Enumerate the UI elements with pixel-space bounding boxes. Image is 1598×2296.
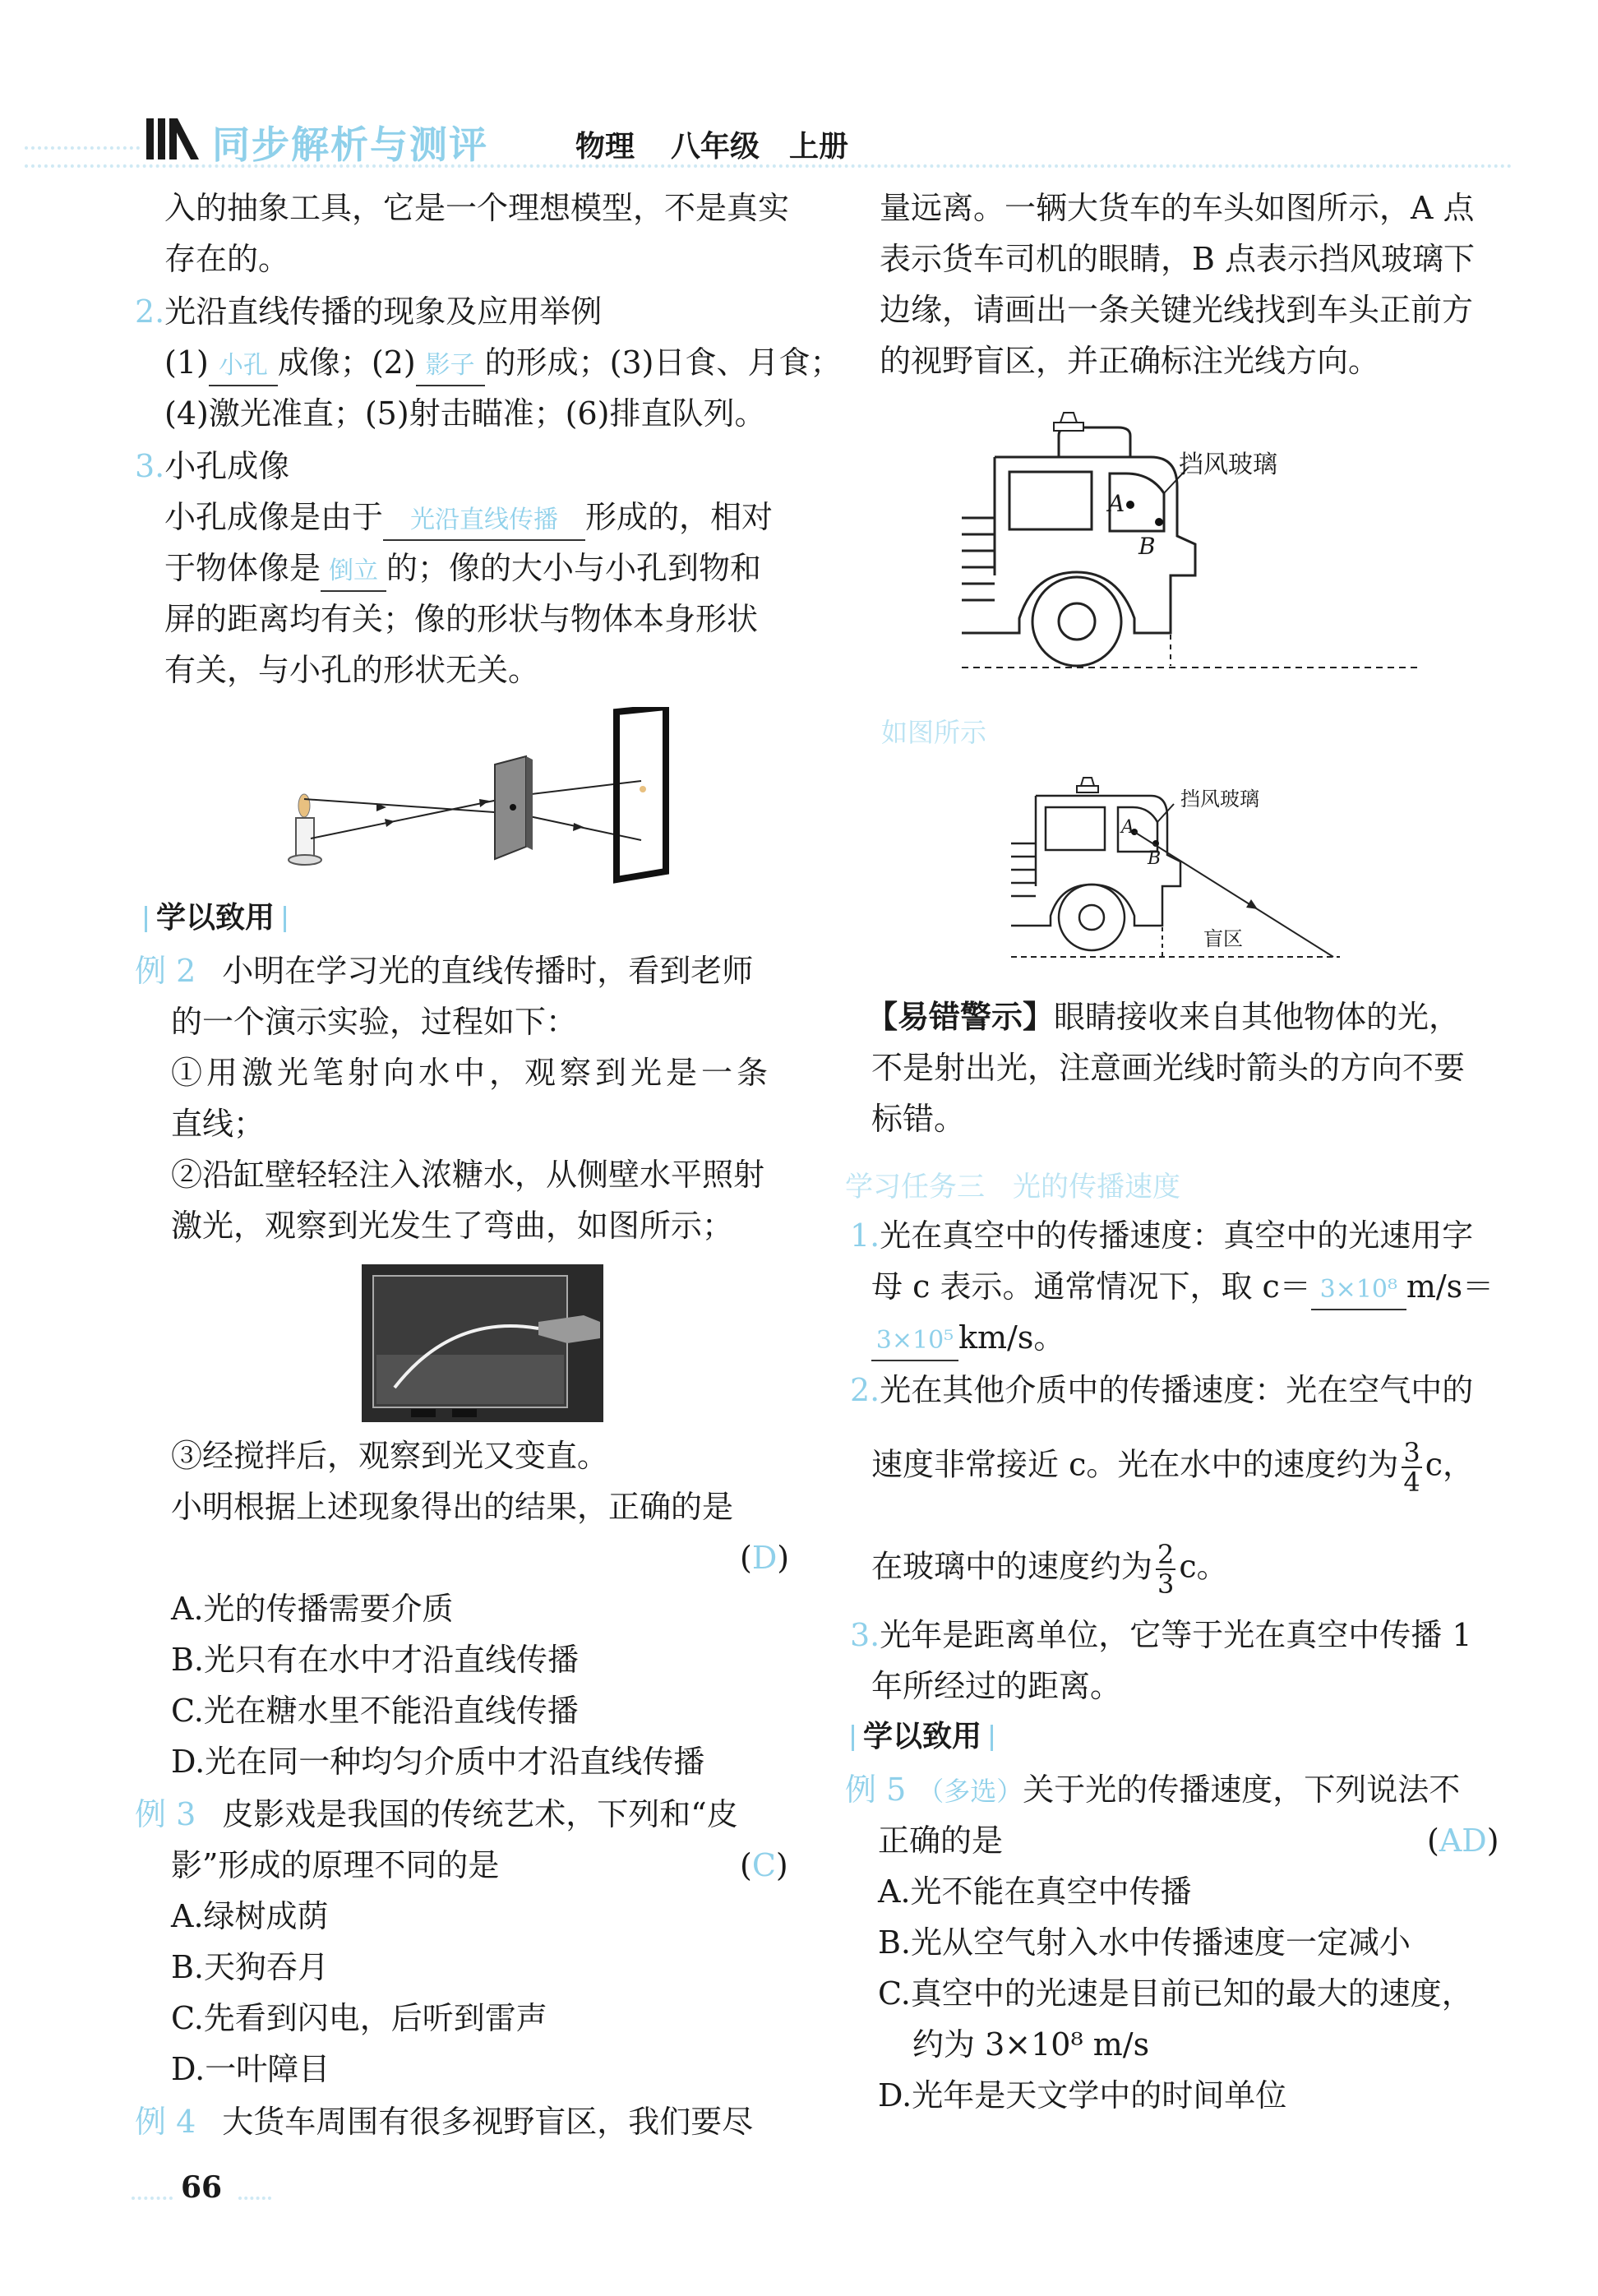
example-2-step: ②沿缸壁轻轻注入浓糖水，从侧壁水平照射 <box>171 1157 765 1193</box>
point-number: 2. <box>135 293 165 330</box>
option: A.光的传播需要介质 <box>171 1591 454 1627</box>
text-run: 光在其他介质中的传播速度：光在空气中的 <box>880 1372 1474 1408</box>
point-number: 3. <box>850 1617 880 1653</box>
text-run: c， <box>1425 1446 1475 1483</box>
subject-label: 物理 <box>575 130 635 164</box>
point-b-label: B <box>1138 533 1156 560</box>
example-4-line: 的视野盲区，并正确标注光线方向。 <box>880 343 1380 379</box>
text-run: 光年是距离单位，它等于光在真空中传播 1 <box>880 1617 1472 1653</box>
header-dotted-rule-left <box>25 146 140 150</box>
text-run: m/s＝ <box>1406 1268 1494 1305</box>
text-run: 的形成；(3)日食、月食； <box>484 344 842 381</box>
example-2-step: ③经搅拌后，观察到光又变直。 <box>171 1438 609 1474</box>
example-2-step: 直线； <box>171 1106 266 1142</box>
example-4-line <box>135 2103 753 2141</box>
fill-answer: 影子 <box>425 351 475 380</box>
fill-answer: 光沿直线传播 <box>410 506 559 534</box>
answer-letter: D <box>751 1540 778 1576</box>
option: D.光在同一种均匀介质中才沿直线传播 <box>171 1744 705 1780</box>
fraction-denominator: 3 <box>1157 1568 1175 1600</box>
point-number: 3. <box>135 448 165 484</box>
answer-letter: AD <box>1439 1822 1487 1859</box>
grade-label: 八年级 <box>671 130 760 164</box>
fraction-numerator: 3 <box>1403 1437 1420 1468</box>
point-2-line <box>164 344 842 386</box>
speed-point-3 <box>850 1616 1472 1654</box>
point-b-label: B <box>1148 848 1162 869</box>
fraction-numerator: 2 <box>1157 1539 1175 1570</box>
pinhole-camera-figure <box>279 707 690 896</box>
text-run: 于物体像是 <box>164 550 321 586</box>
fill-answer: 3×10⁵ <box>875 1326 954 1355</box>
option: C.光在糖水里不能沿直线传播 <box>171 1693 579 1729</box>
speed-point-2 <box>871 1541 1228 1598</box>
warning-tag: 【易错警示】 <box>866 999 1055 1035</box>
warning-line: 标错。 <box>871 1101 966 1137</box>
option: A.光不能在真空中传播 <box>878 1873 1192 1910</box>
point-3-line <box>164 498 773 541</box>
answer-letter: C <box>751 1847 776 1883</box>
text-run: 光在真空中的传播速度：真空中的光速用字 <box>880 1217 1474 1254</box>
example-label: 例 2 <box>135 953 196 989</box>
volume-label: 上册 <box>789 130 849 164</box>
point-2-line: (4)激光准直；(5)射击瞄准；(6)排直队列。 <box>164 395 766 432</box>
speed-point-2 <box>850 1371 1473 1409</box>
speed-point-3: 年所经过的距离。 <box>871 1668 1122 1704</box>
option: B.天狗吞月 <box>171 1949 330 1985</box>
fill-answer: 小孔 <box>218 351 268 380</box>
fraction <box>1156 1541 1175 1598</box>
speed-point-1 <box>871 1268 1494 1310</box>
multi-choice-tag: （多选） <box>917 1776 1023 1807</box>
text-run: 眼睛接收来自其他物体的光， <box>1054 999 1461 1035</box>
section-heading: 学以致用 <box>863 1718 981 1756</box>
example-4-line: 边缘，请画出一条关键光线找到车头正前方 <box>880 292 1474 328</box>
windshield-label: 挡风玻璃 <box>1180 788 1259 811</box>
blind-zone-label: 盲区 <box>1203 927 1243 950</box>
example-2-question: 小明根据上述现象得出的结果，正确的是 <box>171 1489 734 1525</box>
truck-answer-figure <box>1011 761 1340 967</box>
option: A.绿树成荫 <box>171 1898 329 1934</box>
text-run: 速度非常接近 c。光在水中的速度约为 <box>871 1446 1399 1483</box>
point-a-label: A <box>1121 817 1134 838</box>
point-a-label: A <box>1108 490 1125 517</box>
windshield-label: 挡风玻璃 <box>1179 450 1277 479</box>
text-run: 形成的，相对 <box>585 499 774 535</box>
option: C.真空中的光速是目前已知的最大的速度， <box>878 1975 1473 2012</box>
text-run: 母 c 表示。通常情况下，取 c＝ <box>871 1268 1311 1305</box>
example-5-line: 正确的是 <box>878 1822 1004 1859</box>
siren-icon <box>1077 778 1098 792</box>
point-title-text: 小孔成像 <box>164 448 290 484</box>
page-number: 66 <box>181 2170 223 2205</box>
text-run: (1) <box>164 344 209 381</box>
fraction-denominator: 4 <box>1403 1467 1420 1498</box>
point-3-title <box>135 447 289 485</box>
text-run: 皮影戏是我国的传统艺术，下列和“皮 <box>222 1796 738 1832</box>
book-series-title: 同步解析与测评 <box>212 122 488 167</box>
text-run: 在玻璃中的速度约为 <box>871 1548 1153 1585</box>
example-4-line: 表示货车司机的眼睛，B 点表示挡风玻璃下 <box>880 241 1476 277</box>
pinhole-board-icon <box>495 756 533 859</box>
point-number: 2. <box>850 1372 880 1408</box>
intro-line: 入的抽象工具，它是一个理想模型，不是真实 <box>164 190 790 226</box>
answer-bracket: (C) <box>740 1847 788 1883</box>
text-run: 小孔成像是由于 <box>164 499 384 535</box>
example-4-line: 量远离。一辆大货车的车头如图所示，A 点 <box>880 190 1475 226</box>
book-logo-icon <box>145 115 202 163</box>
option: B.光只有在水中才沿直线传播 <box>171 1642 580 1678</box>
example-2-line <box>135 952 753 990</box>
point-3-line: 有关，与小孔的形状无关。 <box>164 652 540 688</box>
example-3-line <box>135 1795 738 1833</box>
task-title: 学习任务三 光的传播速度 <box>845 1171 1180 1203</box>
fraction <box>1402 1439 1421 1496</box>
option: D.一叶障目 <box>171 2051 330 2087</box>
text-run: 成像；(2) <box>277 344 416 381</box>
laser-sugar-water-photo <box>362 1264 603 1422</box>
answer-bracket: (AD) <box>1427 1822 1499 1859</box>
speed-point-2 <box>871 1439 1474 1496</box>
example-2-step: ①用激光笔射向水中，观察到光是一条 <box>171 1055 773 1091</box>
point-3-line: 屏的距离均有关；像的形状与物体本身形状 <box>164 601 759 637</box>
header-dotted-rule <box>25 164 1513 168</box>
option: C.先看到闪电，后听到雷声 <box>171 2000 547 2036</box>
option: 约为 3×10⁸ m/s <box>912 2026 1150 2063</box>
example-label: 例 5 <box>845 1772 907 1808</box>
option: D.光年是天文学中的时间单位 <box>878 2077 1287 2114</box>
answer-note: 如图所示 <box>881 717 987 748</box>
example-label: 例 3 <box>135 1796 196 1832</box>
siren-icon <box>1054 413 1083 431</box>
fill-answer: 3×10⁸ <box>1319 1275 1398 1304</box>
fill-answer: 倒立 <box>329 557 379 585</box>
text-run: 小明在学习光的直线传播时，看到老师 <box>222 953 754 989</box>
footer-dotted-rule <box>132 2197 173 2200</box>
point-3-line <box>164 549 761 592</box>
text-run: 关于光的传播速度，下列说法不 <box>1023 1772 1461 1808</box>
intro-line: 存在的。 <box>164 241 290 277</box>
text-run: 的；像的大小与小孔到物和 <box>386 550 762 586</box>
example-2-step: 激光，观察到光发生了弯曲，如图所示； <box>171 1208 734 1244</box>
speed-point-1 <box>850 1217 1473 1254</box>
screen-frame-icon <box>617 707 666 880</box>
footer-dotted-rule <box>238 2197 271 2200</box>
option: B.光从空气射入水中传播速度一定减小 <box>878 1924 1411 1961</box>
speed-point-1 <box>871 1319 1065 1361</box>
example-3-line: 影”形成的原理不同的是 <box>171 1847 500 1883</box>
text-run: 大货车周围有很多视野盲区，我们要尽 <box>222 2104 754 2140</box>
section-heading: 学以致用 <box>156 899 275 937</box>
warning-line <box>866 998 1460 1036</box>
point-2-title <box>135 293 602 330</box>
point-number: 1. <box>850 1217 880 1254</box>
warning-line: 不是射出光，注意画光线时箭头的方向不要 <box>871 1050 1466 1086</box>
example-label: 例 4 <box>135 2104 196 2140</box>
candle-icon <box>289 794 321 865</box>
answer-bracket: (D) <box>740 1540 790 1576</box>
text-run: c。 <box>1179 1548 1228 1585</box>
example-5-line <box>845 1771 1460 1810</box>
text-run: km/s。 <box>958 1319 1065 1356</box>
point-title-text: 光沿直线传播的现象及应用举例 <box>164 293 603 330</box>
example-2-line: 的一个演示实验，过程如下： <box>171 1004 578 1040</box>
